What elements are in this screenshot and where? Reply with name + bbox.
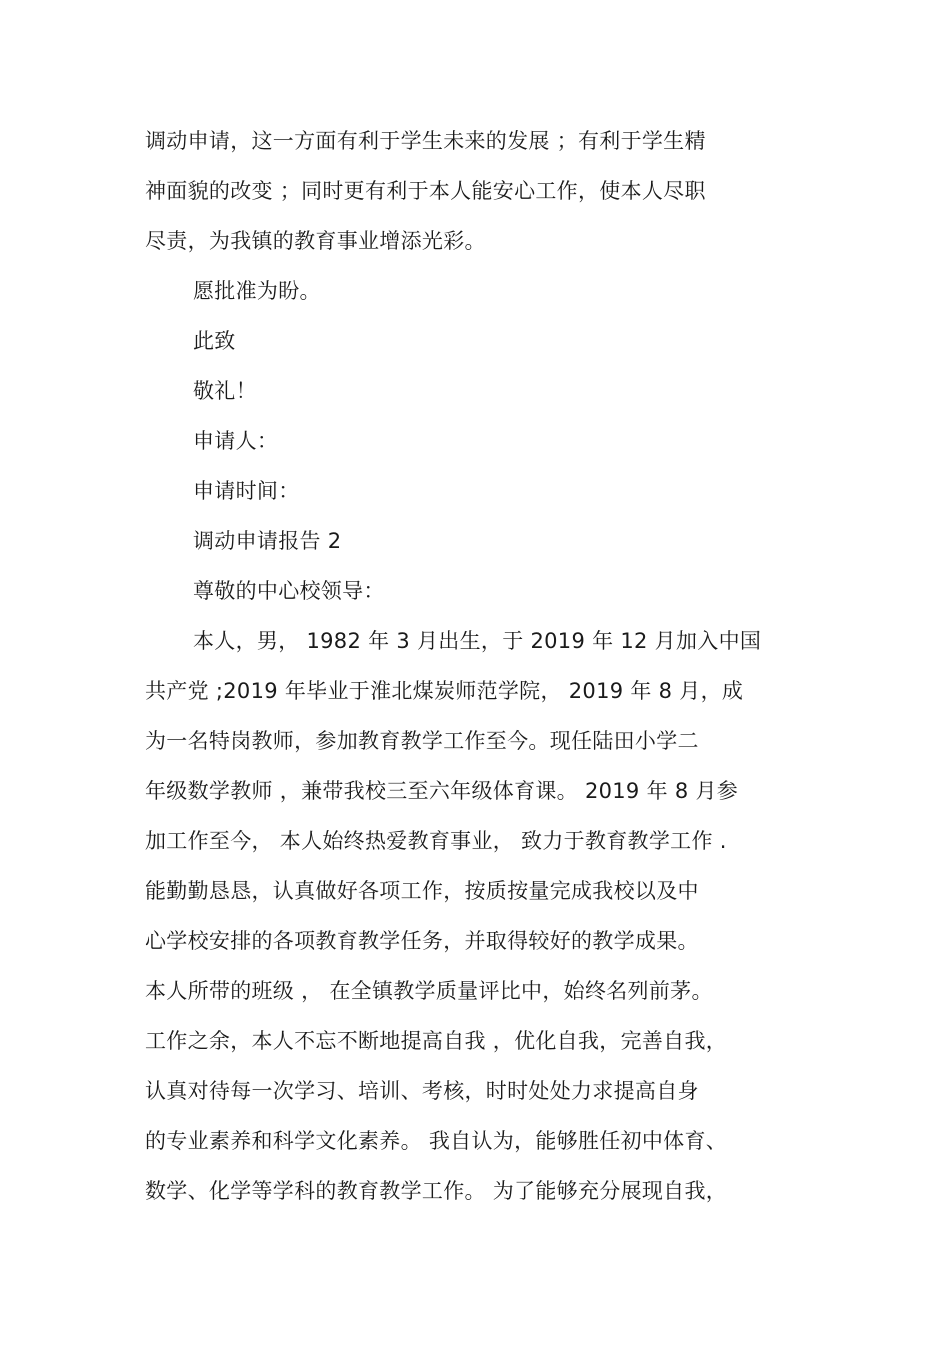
text-line: 本人所带的班级 ， 在全镇教学质量评比中，始终名列前茅。 [145, 979, 713, 1003]
text-line: 认真对待每一次学习、培训、考核，时时处处力求提高自身 [145, 1079, 699, 1103]
text-line: 能勤勤恳恳，认真做好各项工作，按质按量完成我校以及中 [145, 879, 699, 903]
text-line: 尽责，为我镇的教育事业增添光彩。 [145, 229, 486, 253]
text-line: 数学、化学等学科的教育教学工作。 为了能够充分展现自我， [145, 1179, 728, 1203]
salutation-line: 此致 [193, 329, 236, 353]
text-line: 共产党 ;2019 年毕业于淮北煤炭师范学院， 2019 年 8 月，成 [145, 679, 744, 703]
text-line: 本人，男， 1982 年 3 月出生，于 2019 年 12 月加入中国 [193, 629, 762, 653]
text-line: 年级数学教师 ，兼带我校三至六年级体育课。 2019 年 8 月参 [145, 779, 739, 803]
text-line: 的专业素养和科学文化素养。 我自认为，能够胜任初中体育、 [145, 1129, 728, 1153]
text-line: 心学校安排的各项教育教学任务，并取得较好的教学成果。 [145, 929, 699, 953]
salutation-line: 敬礼！ [193, 379, 257, 403]
applicant-label: 申请人： [193, 429, 279, 453]
date-label: 申请时间： [193, 479, 300, 503]
text-line: 调动申请，这一方面有利于学生未来的发展 ；有利于学生精 [145, 129, 706, 153]
text-line: 为一名特岗教师，参加教育教学工作至今。现任陆田小学二 [145, 729, 699, 753]
addressee-line: 尊敬的中心校领导： [193, 579, 385, 603]
text-line: 愿批准为盼。 [193, 279, 321, 303]
section-title: 调动申请报告 2 [193, 529, 342, 553]
text-line: 神面貌的改变 ；同时更有利于本人能安心工作，使本人尽职 [145, 179, 706, 203]
text-line: 加工作至今， 本人始终热爱教育事业， 致力于教育教学工作 . [145, 829, 727, 853]
text-line: 工作之余，本人不忘不断地提高自我 ，优化自我，完善自我， [145, 1029, 728, 1053]
